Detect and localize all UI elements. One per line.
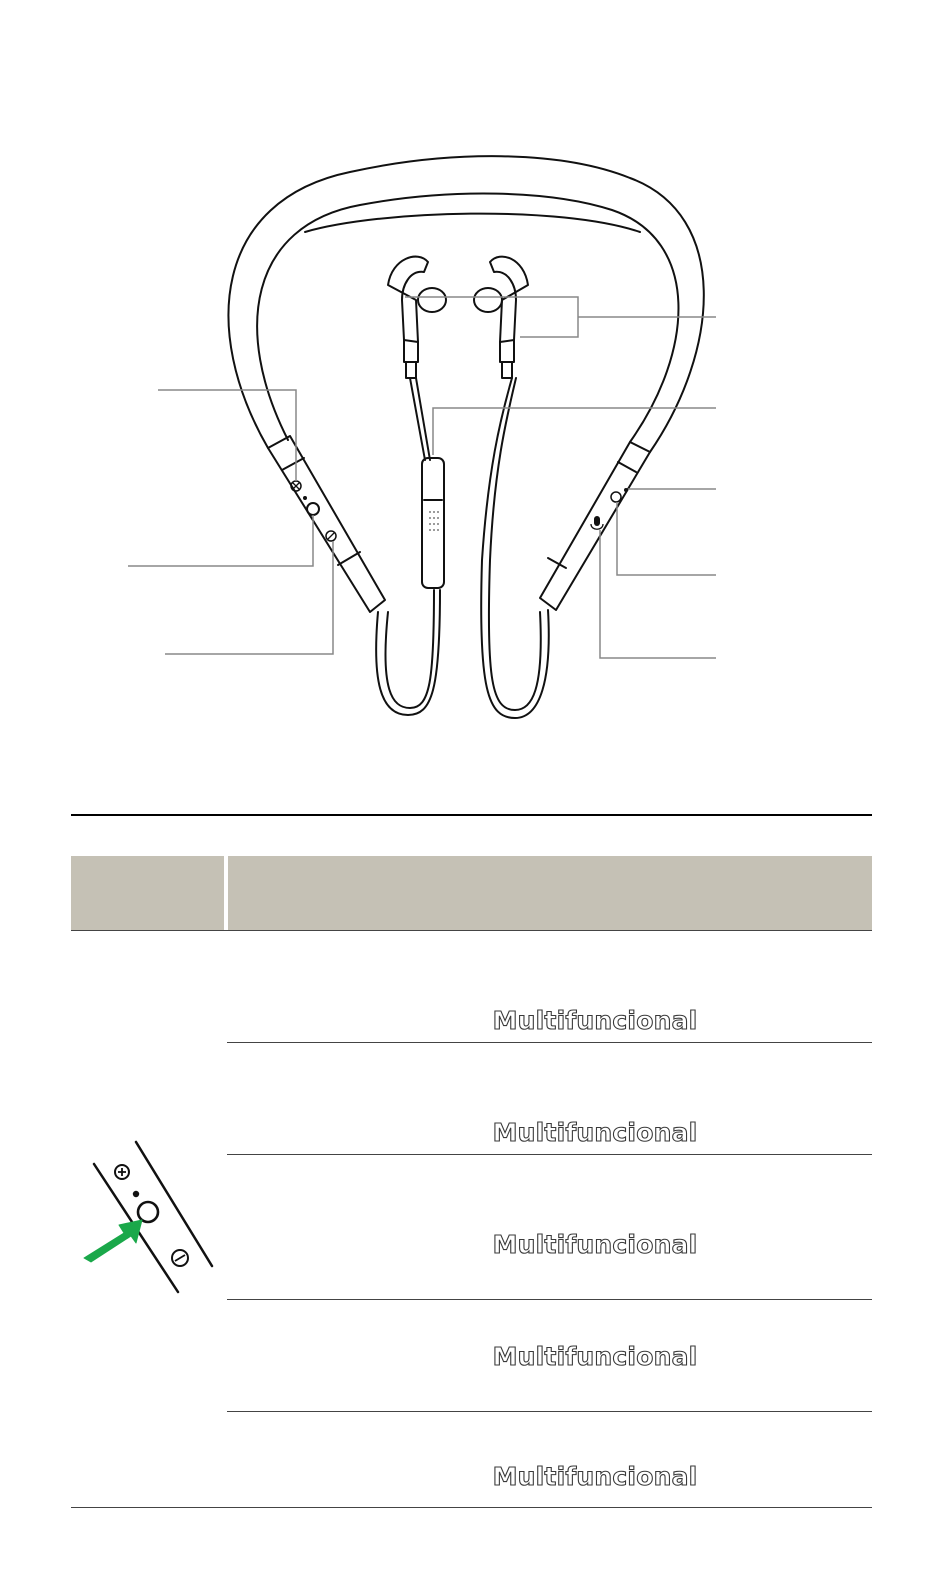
multifunction-label: Multifuncional <box>492 1342 698 1371</box>
multifunction-label: Multifuncional <box>492 1118 698 1147</box>
table-header-divider <box>224 856 228 930</box>
right-earbud <box>490 257 528 342</box>
table-row-divider <box>227 1154 872 1155</box>
right-control-unit <box>540 442 650 610</box>
table-top-rule <box>71 814 872 816</box>
neckband-inner <box>257 194 678 442</box>
table-header <box>71 856 872 930</box>
table-row-divider <box>227 1411 872 1412</box>
volume-up-icon <box>115 1165 129 1179</box>
left-earbud <box>388 257 428 342</box>
volume-down-icon <box>172 1250 188 1266</box>
multifunction-button-icon <box>138 1202 158 1222</box>
table-row-divider <box>227 1042 872 1043</box>
callout-volume-up <box>158 390 296 481</box>
mute-button-icon <box>611 492 621 502</box>
led-indicator-icon <box>624 488 628 492</box>
led-dot-left <box>303 496 307 500</box>
multifunction-button-detail-icon <box>70 1130 220 1300</box>
microphone-icon <box>591 516 603 529</box>
callout-earbuds <box>405 297 716 337</box>
callout-remote <box>433 408 716 455</box>
table-row-divider <box>227 1299 872 1300</box>
neckband-back <box>305 214 640 232</box>
inline-remote <box>422 458 444 588</box>
callout-mute <box>617 502 716 575</box>
volume-down-icon <box>326 531 336 541</box>
multifunction-label: Multifuncional <box>492 1462 698 1491</box>
callout-multifunction <box>128 515 313 566</box>
multifunction-label: Multifuncional <box>492 1230 698 1259</box>
led-dot <box>133 1191 139 1197</box>
multifunction-button-icon <box>307 503 319 515</box>
green-arrow-icon <box>84 1220 142 1262</box>
multifunction-label: Multifuncional <box>492 1006 698 1035</box>
left-control-unit <box>268 436 385 612</box>
callout-volume-down <box>165 541 333 654</box>
table-header-bottom-rule <box>71 930 872 931</box>
table-bottom-rule <box>71 1507 872 1508</box>
